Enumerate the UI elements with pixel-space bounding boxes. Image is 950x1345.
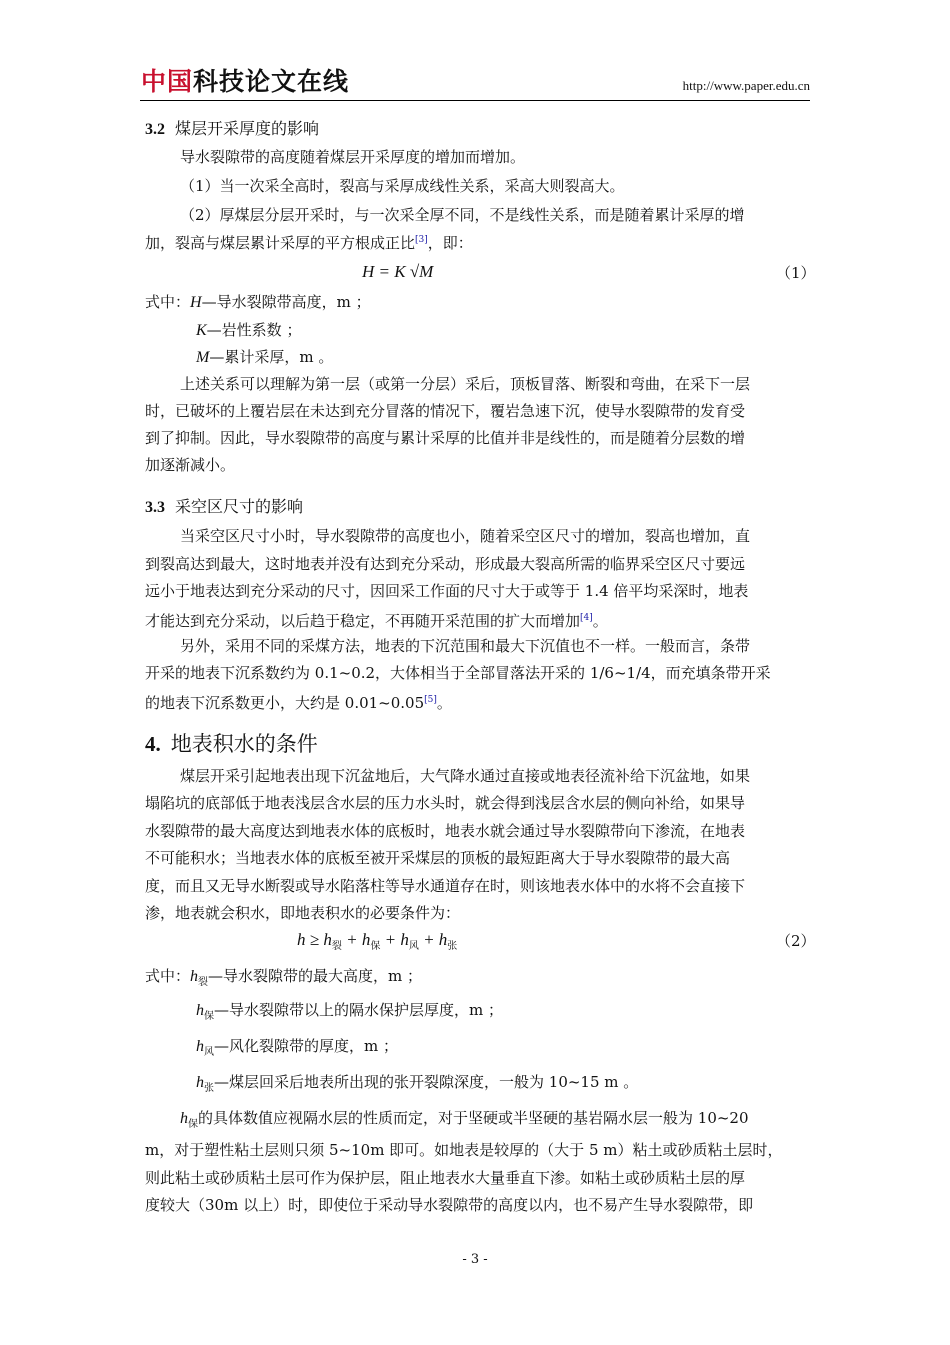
paragraph-line: （1）当一次采全高时，裂高与采厚成线性关系，采高大则裂高大。 (180, 177, 625, 195)
section-heading-3-2: 3.2 煤层开采厚度的影响 (145, 119, 320, 138)
paragraph-line: 当采空区尺寸小时，导水裂隙带的高度也小，随着采空区尺寸的增加，裂高也增加，直 (180, 527, 751, 545)
page-number: - 3 - (462, 1252, 488, 1267)
equation-number: （1） (776, 264, 816, 282)
section-heading-3-3: 3.3 采空区尺寸的影响 (145, 497, 304, 516)
paragraph-line: 才能达到充分采动，以后趋于稳定，不再随开采范围的扩大而增加[4]。 (145, 612, 608, 630)
section-heading-4: 4. 地表积水的条件 (145, 732, 318, 756)
header-url[interactable]: http://www.paper.edu.cn (682, 78, 810, 93)
paragraph-line: 的地表下沉系数更小，大约是 0.01~0.05[5]。 (145, 694, 452, 712)
equation-2: $h \ge h_裂 + h_保 + h_风 + h_张$ (297, 930, 458, 952)
equation-number: （2） (776, 932, 816, 950)
paragraph-line: 时，已破坏的上覆岩层在未达到充分冒落的情况下，覆岩急速下沉，使导水裂隙带的发育受 (145, 402, 746, 420)
paragraph-line: 上述关系可以理解为第一层（或第一分层）采后，顶板冒落、断裂和弯曲，在采下一层 (180, 375, 751, 393)
paragraph-line: （2）厚煤层分层开采时，与一次采全厚不同，不是线性关系，而是随着累计采厚的增 (180, 206, 745, 224)
header-rule (140, 100, 810, 101)
paragraph-line: 则此粘土或砂质粘土层可作为保护层，阻止地表水大量垂直下渗。如粘土或砂质粘土层的厚 (145, 1169, 746, 1187)
paragraph-line: 不可能积水；当地表水体的底板至被开采煤层的顶板的最短距离大于导水裂隙带的最大高 (145, 849, 731, 867)
paragraph-line: 远小于地表达到充分采动的尺寸，因回采工作面的尺寸大于或等于 1.4 倍平均采深时，地表 (145, 582, 749, 600)
paragraph-line: 开采的地表下沉系数约为 0.1~0.2，大体相当于全部冒落法开采的 1/6~1/4，而充填条带开采 (145, 664, 771, 682)
citation-link[interactable]: [5] (424, 695, 437, 705)
citation-link[interactable]: [3] (415, 235, 428, 245)
paragraph-line: 煤层开采引起地表出现下沉盆地后，大气降水通过直接或地表径流补给下沉盆地，如果 (180, 767, 751, 785)
paragraph-line: 水裂隙带的最大高度达到地表水体的底板时，地表水就会通过导水裂隙带向下渗流，在地表 (145, 822, 746, 840)
paragraph-line: 到裂高达到最大，这时地表并没有达到充分采动，形成最大裂高所需的临界采空区尺寸要远 (145, 555, 746, 573)
definition-line: 式中：H—导水裂隙带高度，m ； (145, 293, 371, 311)
paragraph-line: 渗，地表就会积水，即地表积水的必要条件为： (145, 904, 461, 922)
site-logo: 中国科技论文在线 (141, 67, 350, 96)
paragraph-line: 另外，采用不同的采煤方法，地表的下沉范围和最大下沉值也不一样。一般而言，条带 (180, 637, 751, 655)
paragraph-line: 塌陷坑的底部低于地表浅层含水层的压力水头时，就会得到浅层含水层的侧向补给，如果导 (145, 794, 746, 812)
definition-line: $h_风—$风化裂隙带的厚度，m ； (196, 1037, 398, 1058)
paragraph-line: 度较大（30m 以上）时，即使位于采动导水裂隙带的高度以内，也不易产生导水裂隙带，即 (145, 1196, 754, 1214)
definition-line: M—累计采厚，m 。 (196, 348, 334, 366)
paragraph-line: 到了抑制。因此，导水裂隙带的高度与累计采厚的比值并非是线性的，而是随着分层数的增 (145, 429, 746, 447)
definition-line: K—岩性系数 ； (196, 321, 302, 339)
paragraph-line: 导水裂隙带的高度随着煤层开采厚度的增加而增加。 (180, 148, 526, 166)
paragraph-line: $h_保$的具体数值应视隔水层的性质而定，对于坚硬或半坚硬的基岩隔水层一般为 10~20 (180, 1109, 749, 1130)
citation-link[interactable]: [4] (580, 613, 593, 623)
paragraph-line: 度，而且又无导水断裂或导水陷落柱等导水通道存在时，则该地表水体中的水将不会直接下 (145, 877, 746, 895)
equation-1: H = K √M (362, 262, 434, 281)
paragraph-line: 加逐渐减小。 (145, 456, 236, 474)
paragraph-line: 加，裂高与煤层累计采厚的平方根成正比[3]，即： (145, 234, 473, 252)
definition-line: $h_张—$煤层回采后地表所出现的张开裂隙深度，一般为 10~15 m 。 (196, 1073, 639, 1094)
definition-line: 式中：$h_裂—$导水裂隙带的最大高度，m ； (145, 967, 423, 988)
paragraph-line: m，对于塑性粘土层则只须 5~10m 即可。如地表是较厚的（大于 5 m）粘土或砂质粘土层时， (145, 1141, 783, 1159)
definition-line: $h_保—$导水裂隙带以上的隔水保护层厚度，m ； (196, 1001, 503, 1022)
